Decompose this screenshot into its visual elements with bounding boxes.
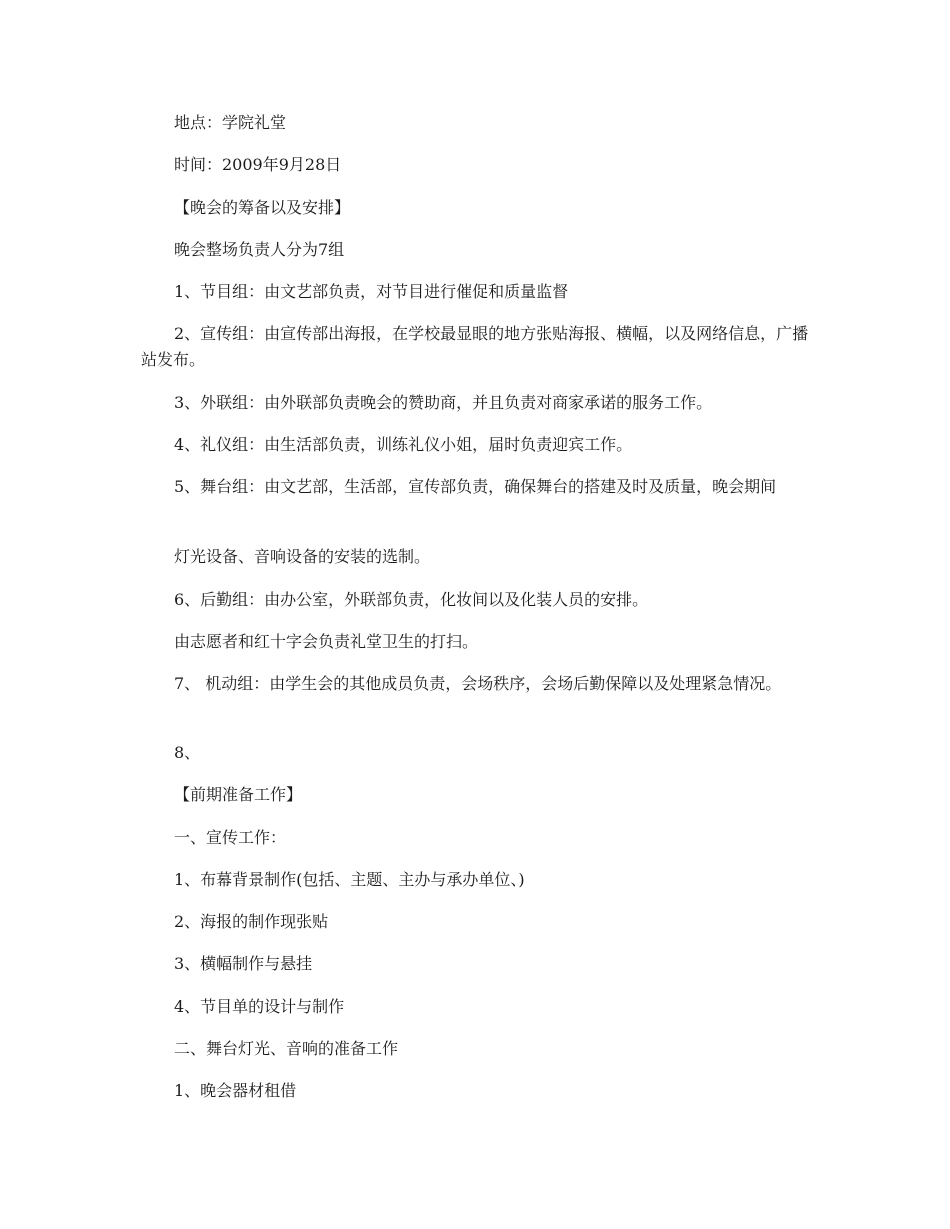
paragraph-time: 时间：2009年9月28日	[174, 155, 342, 174]
paragraph-group-7: 7、 机动组：由学生会的其他成员负责，会场秩序，会场后勤保障以及处理紧急情况。	[174, 674, 782, 693]
paragraph-group-6-cont: 由志愿者和红十字会负责礼堂卫生的打扫。	[174, 632, 479, 651]
section-heading-preparation: 【前期准备工作】	[174, 785, 303, 804]
paragraph-publicity-2: 2、海报的制作现张贴	[174, 912, 329, 931]
paragraph-publicity-4: 4、节目单的设计与制作	[174, 997, 345, 1016]
section-heading-arrangement: 【晚会的筹备以及安排】	[174, 198, 351, 217]
paragraph-stage: 二、舞台灯光、音响的准备工作	[174, 1039, 399, 1058]
paragraph-groups: 晚会整场负责人分为7组	[174, 240, 345, 259]
paragraph-group-8: 8、	[174, 743, 201, 762]
paragraph-group-4: 4、礼仪组：由生活部负责，训练礼仪小姐，届时负责迎宾工作。	[174, 435, 633, 454]
paragraph-publicity-1: 1、布幕背景制作(包括、主题、主办与承办单位、)	[174, 870, 525, 889]
paragraph-location: 地点：学院礼堂	[174, 113, 287, 132]
paragraph-publicity: 一、宣传工作：	[174, 828, 287, 847]
paragraph-publicity-3: 3、横幅制作与悬挂	[174, 954, 313, 973]
paragraph-group-5-cont: 灯光设备、音响设备的安装的选制。	[174, 547, 431, 566]
paragraph-group-2: 2、宣传组：由宣传部出海报，在学校最显眼的地方张贴海报、横幅，以及网络信息，广播站发布。	[141, 324, 809, 369]
paragraph-group-3: 3、外联组：由外联部负责晚会的赞助商，并且负责对商家承诺的服务工作。	[174, 393, 713, 412]
paragraph-group-5: 5、舞台组：由文艺部，生活部，宣传部负责，确保舞台的搭建及时及质量，晚会期间	[174, 477, 777, 496]
paragraph-stage-1: 1、晚会器材租借	[174, 1081, 297, 1100]
paragraph-group-6: 6、后勤组：由办公室，外联部负责，化妆间以及化装人员的安排。	[174, 590, 649, 609]
paragraph-group-1: 1、节目组：由文艺部负责，对节目进行催促和质量监督	[174, 282, 569, 301]
